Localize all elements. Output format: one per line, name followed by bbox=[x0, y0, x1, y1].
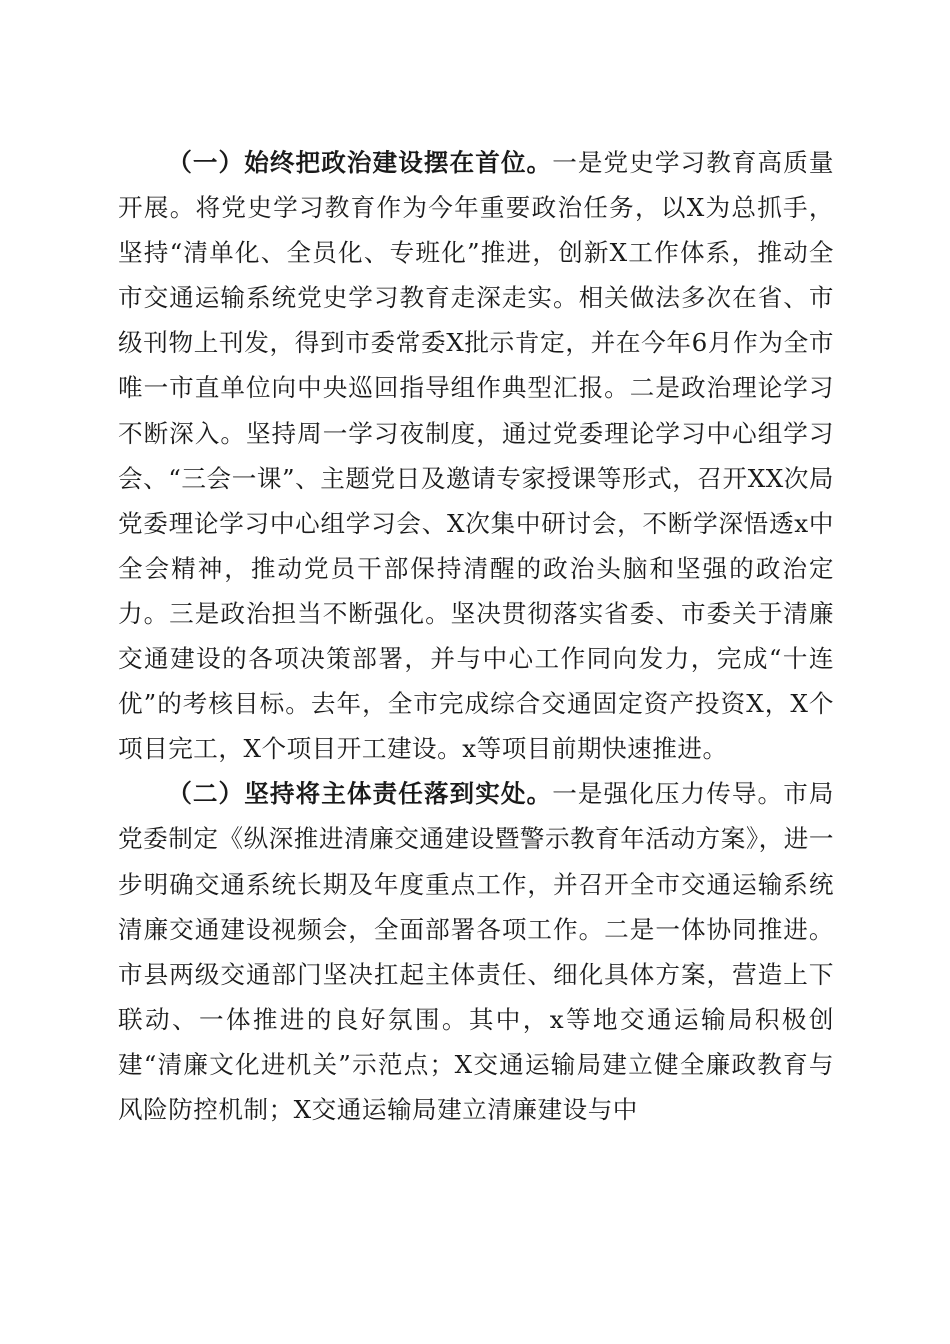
document-body bbox=[118, 140, 834, 1132]
paragraph-1-text: 一是党史学习教育高质量开展。将党史学习教育作为今年重要政治任务，以X为总抓手，坚持“清单化、全员化、专班化”推进，创新X工作体系，推动全市交通运输系统党史学习教育走深走实。相关做法多次在省、市级刊物上刊发，得到市委常委X批示肯定，并在今年6月作为全市唯一市直单位向中央巡回指导组作典型汇报。二是政治理论学习不断深入。坚持周一学习夜制度，通过党委理论学习中心组学习会、“三会一课”、主题党日及邀请专家授课等形式，召开XX次局党委理论学习中心组学习会、X次集中研讨会，不断学深悟透x中全会精神，推动党员干部保持清醒的政治头脑和坚强的政治定力。三是政治担当不断强化。坚决贯彻落实省委、市委关于清廉交通建设的各项决策部署，并与中心工作同向发力，完成“十连优”的考核目标。去年，全市完成综合交通固定资产投资X，X个项目完工，X个项目开工建设。x等项目前期快速推进。 bbox=[118, 148, 834, 764]
paragraph-2 bbox=[118, 771, 834, 1132]
paragraph-1 bbox=[118, 140, 834, 771]
paragraph-2-text: 一是强化压力传导。市局党委制定《纵深推进清廉交通建设暨警示教育年活动方案》，进一步明确交通系统长期及年度重点工作，并召开全市交通运输系统清廉交通建设视频会，全面部署各项工作。二是一体协同推进。市县两级交通部门坚决扛起主体责任、细化具体方案，营造上下联动、一体推进的良好氛围。其中，x等地交通运输局积极创建“清廉文化进机关”示范点；X交通运输局建立健全廉政教育与风险防控机制；X交通运输局建立清廉建设与中 bbox=[118, 779, 834, 1124]
section-heading-1: （一）始终把政治建设摆在首位。 bbox=[167, 148, 553, 177]
section-heading-2: （二）坚持将主体责任落到实处。 bbox=[167, 779, 553, 809]
